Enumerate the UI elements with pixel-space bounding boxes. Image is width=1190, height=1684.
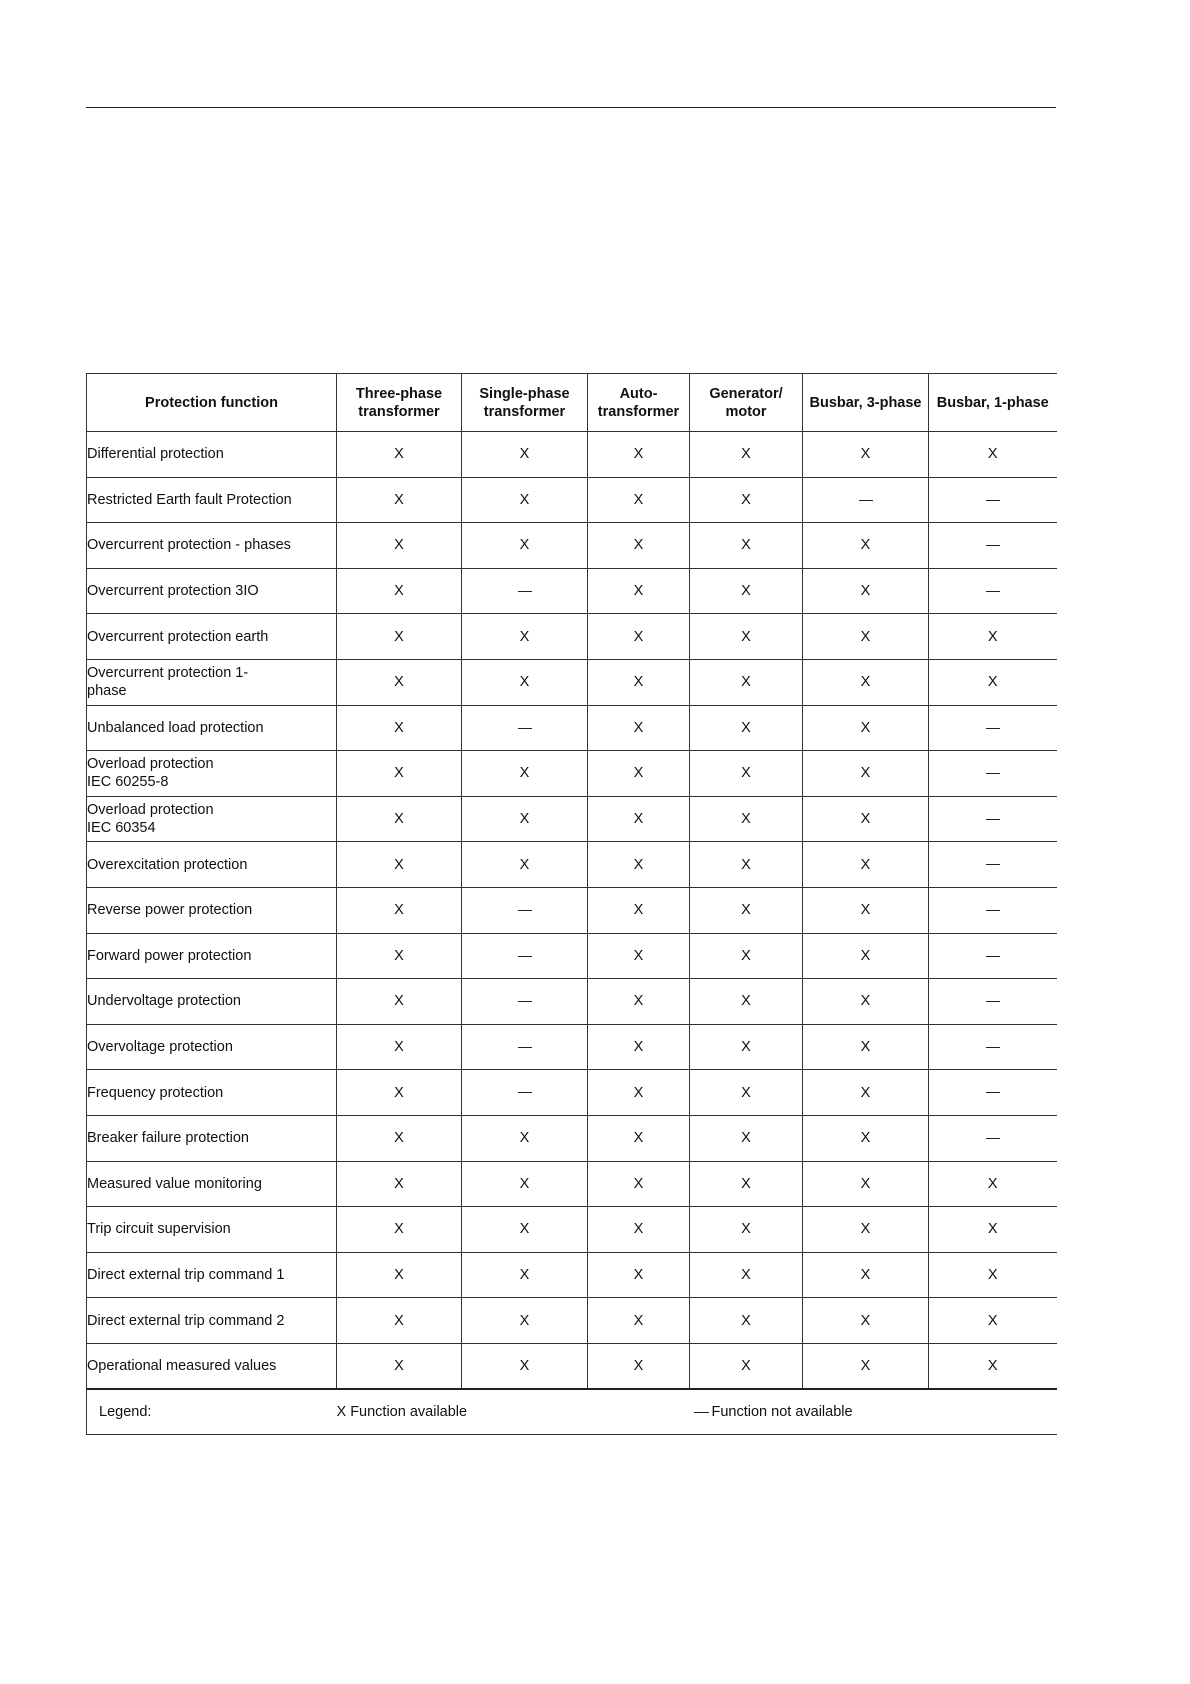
availability-cell: X — [462, 523, 588, 569]
availability-cell: X — [337, 1343, 462, 1389]
table-row — [87, 1298, 1057, 1344]
function-name-cell: Overexcitation protection — [87, 842, 337, 888]
availability-cell: X — [588, 796, 690, 842]
availability-cell: X — [690, 1343, 803, 1389]
function-name-cell: Trip circuit supervision — [87, 1207, 337, 1253]
header-busbar-1-phase: Busbar, 1-phase — [929, 374, 1057, 432]
availability-cell: X — [929, 1252, 1057, 1298]
availability-cell: X — [588, 842, 690, 888]
availability-cell: X — [803, 887, 929, 933]
availability-cell: X — [337, 796, 462, 842]
availability-cell: X — [690, 1115, 803, 1161]
availability-cell: X — [803, 1207, 929, 1253]
availability-cell — [929, 796, 1057, 842]
availability-cell — [462, 1070, 588, 1116]
availability-cell: X — [803, 659, 929, 705]
availability-cell: X — [588, 659, 690, 705]
not-available-dash-icon — [518, 956, 532, 957]
availability-cell — [929, 568, 1057, 614]
availability-cell: X — [588, 477, 690, 523]
availability-cell: X — [462, 614, 588, 660]
availability-cell: X — [690, 751, 803, 797]
table-row — [87, 796, 1057, 842]
availability-cell: X — [588, 1115, 690, 1161]
availability-cell — [803, 477, 929, 523]
table-row — [87, 1161, 1057, 1207]
function-name-cell: Restricted Earth fault Protection — [87, 477, 337, 523]
header-auto-transformer: Auto- transformer — [588, 374, 690, 432]
availability-cell: X — [588, 523, 690, 569]
availability-cell: X — [690, 568, 803, 614]
availability-cell: X — [462, 1298, 588, 1344]
availability-cell: X — [929, 659, 1057, 705]
availability-cell: X — [690, 1161, 803, 1207]
availability-cell — [462, 887, 588, 933]
not-available-dash-icon — [986, 591, 1000, 592]
legend-available: X Function available — [337, 1389, 690, 1435]
not-available-dash-icon — [518, 1092, 532, 1093]
availability-cell — [929, 887, 1057, 933]
availability-cell — [929, 979, 1057, 1025]
not-available-dash-icon — [986, 910, 1000, 911]
availability-cell: X — [690, 477, 803, 523]
availability-cell: X — [337, 568, 462, 614]
header-busbar-3-phase: Busbar, 3-phase — [803, 374, 929, 432]
availability-cell: X — [803, 614, 929, 660]
legend-not-available-text: Function not available — [711, 1404, 853, 1421]
table-body — [87, 432, 1057, 1389]
not-available-dash-icon — [986, 1001, 1000, 1002]
availability-cell: X — [588, 614, 690, 660]
table-row — [87, 751, 1057, 797]
availability-cell: X — [803, 842, 929, 888]
availability-cell: X — [690, 933, 803, 979]
availability-cell: X — [929, 432, 1057, 478]
availability-cell: X — [337, 1115, 462, 1161]
availability-cell — [462, 705, 588, 751]
function-name-cell: Direct external trip command 1 — [87, 1252, 337, 1298]
availability-cell: X — [588, 1207, 690, 1253]
table-row — [87, 659, 1057, 705]
availability-cell: X — [690, 1298, 803, 1344]
function-name-cell: Frequency protection — [87, 1070, 337, 1116]
availability-cell: X — [462, 659, 588, 705]
not-available-dash-icon — [986, 1138, 1000, 1139]
availability-cell: X — [803, 933, 929, 979]
availability-cell: X — [337, 523, 462, 569]
availability-cell: X — [588, 887, 690, 933]
availability-cell: X — [588, 1024, 690, 1070]
availability-cell: X — [588, 1070, 690, 1116]
availability-cell: X — [803, 432, 929, 478]
availability-cell — [929, 842, 1057, 888]
availability-cell: X — [462, 1343, 588, 1389]
availability-cell: X — [337, 1024, 462, 1070]
function-name-cell: Overvoltage protection — [87, 1024, 337, 1070]
availability-cell: X — [803, 796, 929, 842]
not-available-dash-icon — [518, 910, 532, 911]
not-available-dash-icon — [518, 1001, 532, 1002]
table-row — [87, 432, 1057, 478]
not-available-dash-icon — [986, 864, 1000, 865]
availability-cell — [929, 933, 1057, 979]
availability-cell: X — [929, 1298, 1057, 1344]
function-name-cell: Differential protection — [87, 432, 337, 478]
availability-cell: X — [337, 979, 462, 1025]
legend-row — [87, 1389, 1057, 1435]
not-available-dash-icon — [986, 500, 1000, 501]
table-row — [87, 1070, 1057, 1116]
legend-not-available — [690, 1389, 1057, 1435]
table-row — [87, 614, 1057, 660]
availability-cell: X — [588, 933, 690, 979]
table-row — [87, 933, 1057, 979]
table-row — [87, 1024, 1057, 1070]
availability-cell: X — [803, 705, 929, 751]
not-available-dash-icon — [986, 1092, 1000, 1093]
availability-cell: X — [588, 568, 690, 614]
availability-cell: X — [462, 796, 588, 842]
availability-cell: X — [690, 432, 803, 478]
availability-cell: X — [690, 523, 803, 569]
availability-cell — [929, 751, 1057, 797]
availability-cell: X — [929, 1207, 1057, 1253]
table-row — [87, 1207, 1057, 1253]
availability-cell: X — [337, 1161, 462, 1207]
availability-cell: X — [803, 979, 929, 1025]
not-available-dash-icon — [859, 500, 873, 501]
availability-cell: X — [588, 1298, 690, 1344]
availability-cell: X — [588, 979, 690, 1025]
function-name-cell: Overcurrent protection 1- phase — [87, 659, 337, 705]
availability-cell: X — [690, 659, 803, 705]
table-row — [87, 1115, 1057, 1161]
availability-cell: X — [337, 614, 462, 660]
availability-cell: X — [690, 1252, 803, 1298]
table-row — [87, 979, 1057, 1025]
table-row — [87, 1252, 1057, 1298]
function-name-cell: Overcurrent protection - phases — [87, 523, 337, 569]
availability-cell: X — [337, 659, 462, 705]
table-row — [87, 705, 1057, 751]
availability-cell: X — [588, 432, 690, 478]
table-row — [87, 568, 1057, 614]
page-header-rule — [86, 107, 1056, 108]
function-name-cell: Overcurrent protection 3IO — [87, 568, 337, 614]
not-available-dash-icon — [518, 591, 532, 592]
not-available-dash-icon — [518, 1047, 532, 1048]
function-name-cell: Operational measured values — [87, 1343, 337, 1389]
availability-cell: X — [690, 979, 803, 1025]
availability-cell: X — [690, 842, 803, 888]
availability-cell: X — [337, 887, 462, 933]
function-name-cell: Breaker failure protection — [87, 1115, 337, 1161]
availability-cell: X — [337, 432, 462, 478]
function-name-cell: Undervoltage protection — [87, 979, 337, 1025]
availability-cell: X — [588, 705, 690, 751]
availability-cell: X — [803, 568, 929, 614]
table-row — [87, 842, 1057, 888]
availability-cell — [929, 1115, 1057, 1161]
availability-cell: X — [588, 1252, 690, 1298]
availability-cell: X — [803, 1070, 929, 1116]
not-available-dash-icon — [518, 728, 532, 729]
availability-cell: X — [803, 1115, 929, 1161]
availability-cell — [929, 1024, 1057, 1070]
availability-cell: X — [690, 796, 803, 842]
legend-label: Legend: — [87, 1389, 337, 1435]
function-name-cell: Overcurrent protection earth — [87, 614, 337, 660]
availability-cell: X — [803, 1252, 929, 1298]
availability-cell: X — [929, 1343, 1057, 1389]
availability-cell: X — [337, 842, 462, 888]
availability-cell: X — [803, 751, 929, 797]
availability-cell: X — [462, 751, 588, 797]
table-row — [87, 477, 1057, 523]
function-name-cell: Overload protection IEC 60354 — [87, 796, 337, 842]
function-name-cell: Measured value monitoring — [87, 1161, 337, 1207]
availability-cell: X — [337, 477, 462, 523]
availability-cell: X — [803, 1161, 929, 1207]
availability-cell: X — [690, 887, 803, 933]
function-name-cell: Overload protection IEC 60255-8 — [87, 751, 337, 797]
table-row — [87, 523, 1057, 569]
availability-cell: X — [929, 614, 1057, 660]
availability-cell: X — [588, 1343, 690, 1389]
availability-cell: X — [588, 1161, 690, 1207]
availability-cell: X — [462, 842, 588, 888]
availability-cell: X — [803, 1298, 929, 1344]
not-available-dash-icon — [986, 819, 1000, 820]
availability-cell — [929, 477, 1057, 523]
not-available-dash-icon — [986, 773, 1000, 774]
header-generator-motor: Generator/ motor — [690, 374, 803, 432]
availability-cell: X — [803, 1343, 929, 1389]
availability-cell: X — [690, 614, 803, 660]
header-three-phase-transformer: Three-phase transformer — [337, 374, 462, 432]
availability-cell — [462, 568, 588, 614]
availability-cell — [462, 1024, 588, 1070]
availability-cell: X — [462, 1161, 588, 1207]
header-protection-function: Protection function — [87, 374, 337, 432]
availability-cell: X — [337, 751, 462, 797]
availability-cell — [462, 979, 588, 1025]
function-name-cell: Reverse power protection — [87, 887, 337, 933]
dash-icon — [694, 1412, 709, 1413]
availability-cell: X — [803, 523, 929, 569]
availability-cell — [929, 523, 1057, 569]
availability-cell: X — [929, 1161, 1057, 1207]
availability-cell: X — [462, 432, 588, 478]
header-single-phase-transformer: Single-phase transformer — [462, 374, 588, 432]
availability-cell: X — [337, 1070, 462, 1116]
table-header-row — [87, 374, 1057, 432]
availability-cell: X — [462, 1207, 588, 1253]
availability-cell: X — [588, 751, 690, 797]
availability-cell: X — [462, 1115, 588, 1161]
not-available-dash-icon — [986, 728, 1000, 729]
availability-cell: X — [337, 1252, 462, 1298]
availability-cell: X — [337, 933, 462, 979]
availability-cell: X — [462, 477, 588, 523]
table-row — [87, 887, 1057, 933]
function-name-cell: Direct external trip command 2 — [87, 1298, 337, 1344]
function-name-cell: Forward power protection — [87, 933, 337, 979]
availability-cell: X — [690, 1207, 803, 1253]
availability-cell: X — [690, 1024, 803, 1070]
not-available-dash-icon — [986, 956, 1000, 957]
availability-cell: X — [337, 705, 462, 751]
not-available-dash-icon — [986, 1047, 1000, 1048]
availability-cell: X — [462, 1252, 588, 1298]
table-row — [87, 1343, 1057, 1389]
availability-cell: X — [690, 1070, 803, 1116]
function-name-cell: Unbalanced load protection — [87, 705, 337, 751]
availability-cell: X — [690, 705, 803, 751]
availability-cell: X — [337, 1207, 462, 1253]
availability-cell — [929, 705, 1057, 751]
availability-cell — [462, 933, 588, 979]
availability-cell: X — [337, 1298, 462, 1344]
availability-cell: X — [803, 1024, 929, 1070]
availability-cell — [929, 1070, 1057, 1116]
protection-function-table — [86, 373, 1057, 1435]
not-available-dash-icon — [986, 545, 1000, 546]
